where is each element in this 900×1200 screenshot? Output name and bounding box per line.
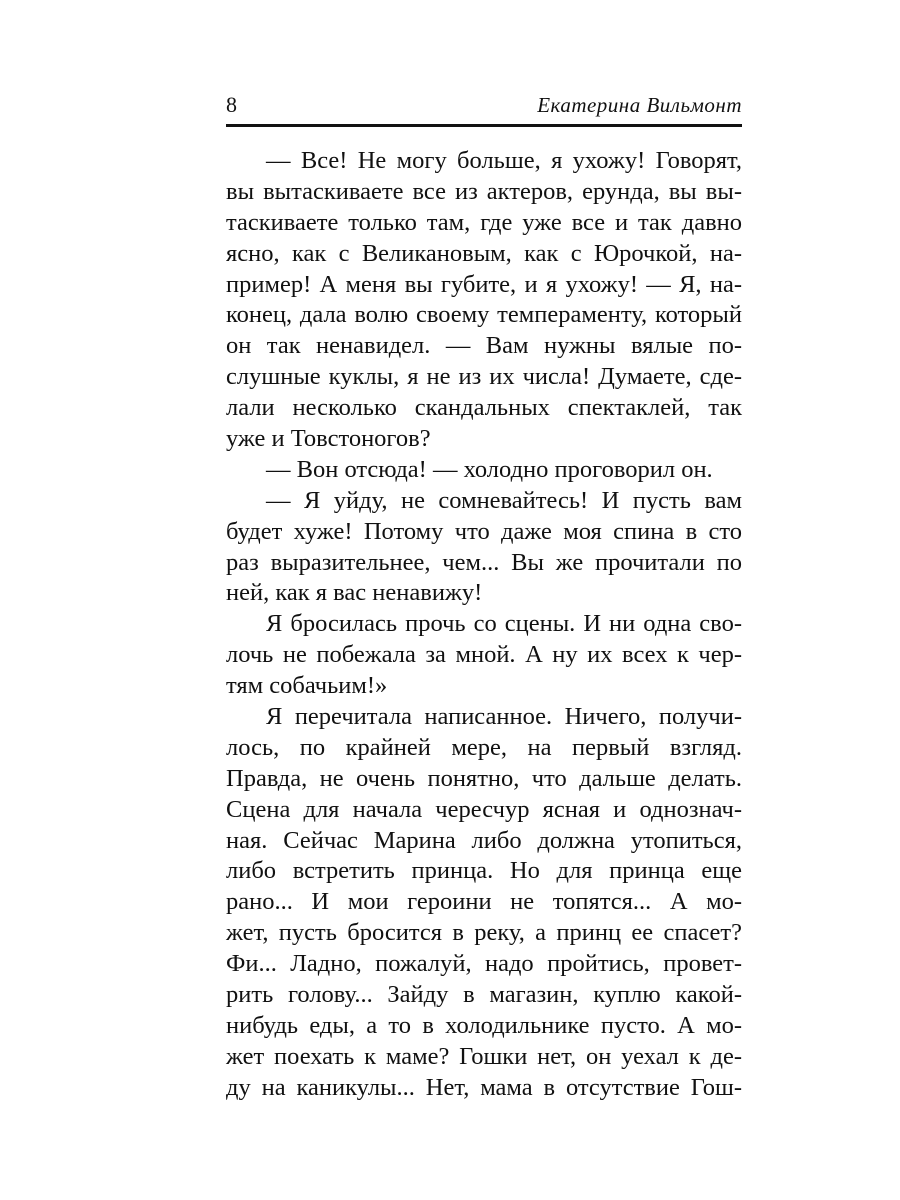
text-line: таскиваете только там, где уже все и так давно xyxy=(226,208,742,236)
text-line: ду на каникулы... Нет, мама в отсутствие Гош- xyxy=(226,1073,742,1101)
text-line: жет, пусть бросится в реку, а принц ее спасет? xyxy=(226,919,742,947)
text-line: лочь не побежала за мной. А ну их всех к чер- xyxy=(226,641,742,669)
text-line: ней, как я вас ненавижу! xyxy=(226,579,483,607)
text-line: — Все! Не могу больше, я ухожу! Говорят, xyxy=(266,147,742,174)
text-line: тям собачьим!» xyxy=(226,672,388,700)
text-line: он так ненавидел. — Вам нужны вялые по- xyxy=(226,332,742,360)
text-line: ясно, как с Великановым, как с Юрочкой, на- xyxy=(226,239,742,267)
text-line: раз выразительнее, чем... Вы же прочитали по xyxy=(226,548,742,576)
text-line: рано... И мои героини не топятся... А мо- xyxy=(226,888,742,916)
text-line: либо встретить принца. Но для принца еще xyxy=(226,857,742,885)
text-line: нибудь еды, а то в холодильнике пусто. А мо- xyxy=(226,1011,742,1039)
page-number: 8 xyxy=(226,92,237,117)
text-line: уже и Товстоногов? xyxy=(226,425,431,453)
running-head-author: Екатерина Вильмонт xyxy=(537,93,742,117)
text-line: жет поехать к маме? Гошки нет, он уехал к де- xyxy=(226,1042,742,1070)
text-line: Фи... Ладно, пожалуй, надо пройтись, провет- xyxy=(226,950,742,978)
text-line: — Вон отсюда! — холодно проговорил он. xyxy=(266,455,713,483)
text-line: Сцена для начала чересчур ясная и однознач- xyxy=(226,795,742,823)
text-line: конец, дала волю своему темпераменту, который xyxy=(226,301,742,329)
text-line: вы вытаскиваете все из актеров, ерунда, вы вы- xyxy=(226,177,742,205)
text-line: Я бросилась прочь со сцены. И ни одна сво- xyxy=(266,610,742,638)
body-text xyxy=(226,146,742,1104)
text-line: ная. Сейчас Марина либо должна утопиться, xyxy=(226,826,742,854)
text-line: слушные куклы, я не из их числа! Думаете, сде- xyxy=(226,363,742,391)
text-line: будет хуже! Потому что даже моя спина в сто xyxy=(226,517,742,545)
text-line: рить голову... Зайду в магазин, куплю какой- xyxy=(226,981,742,1009)
page-header xyxy=(226,84,742,127)
text-line: пример! А меня вы губите, и я ухожу! — Я, на- xyxy=(226,270,742,298)
text-line: Я перечитала написанное. Ничего, получи- xyxy=(266,703,742,731)
text-line: лали несколько скандальных спектаклей, так xyxy=(226,394,742,422)
text-line: лось, по крайней мере, на первый взгляд. xyxy=(226,733,742,761)
text-line: Правда, не очень понятно, что дальше делать. xyxy=(226,764,742,792)
text-line: — Я уйду, не сомневайтесь! И пусть вам xyxy=(266,486,742,514)
